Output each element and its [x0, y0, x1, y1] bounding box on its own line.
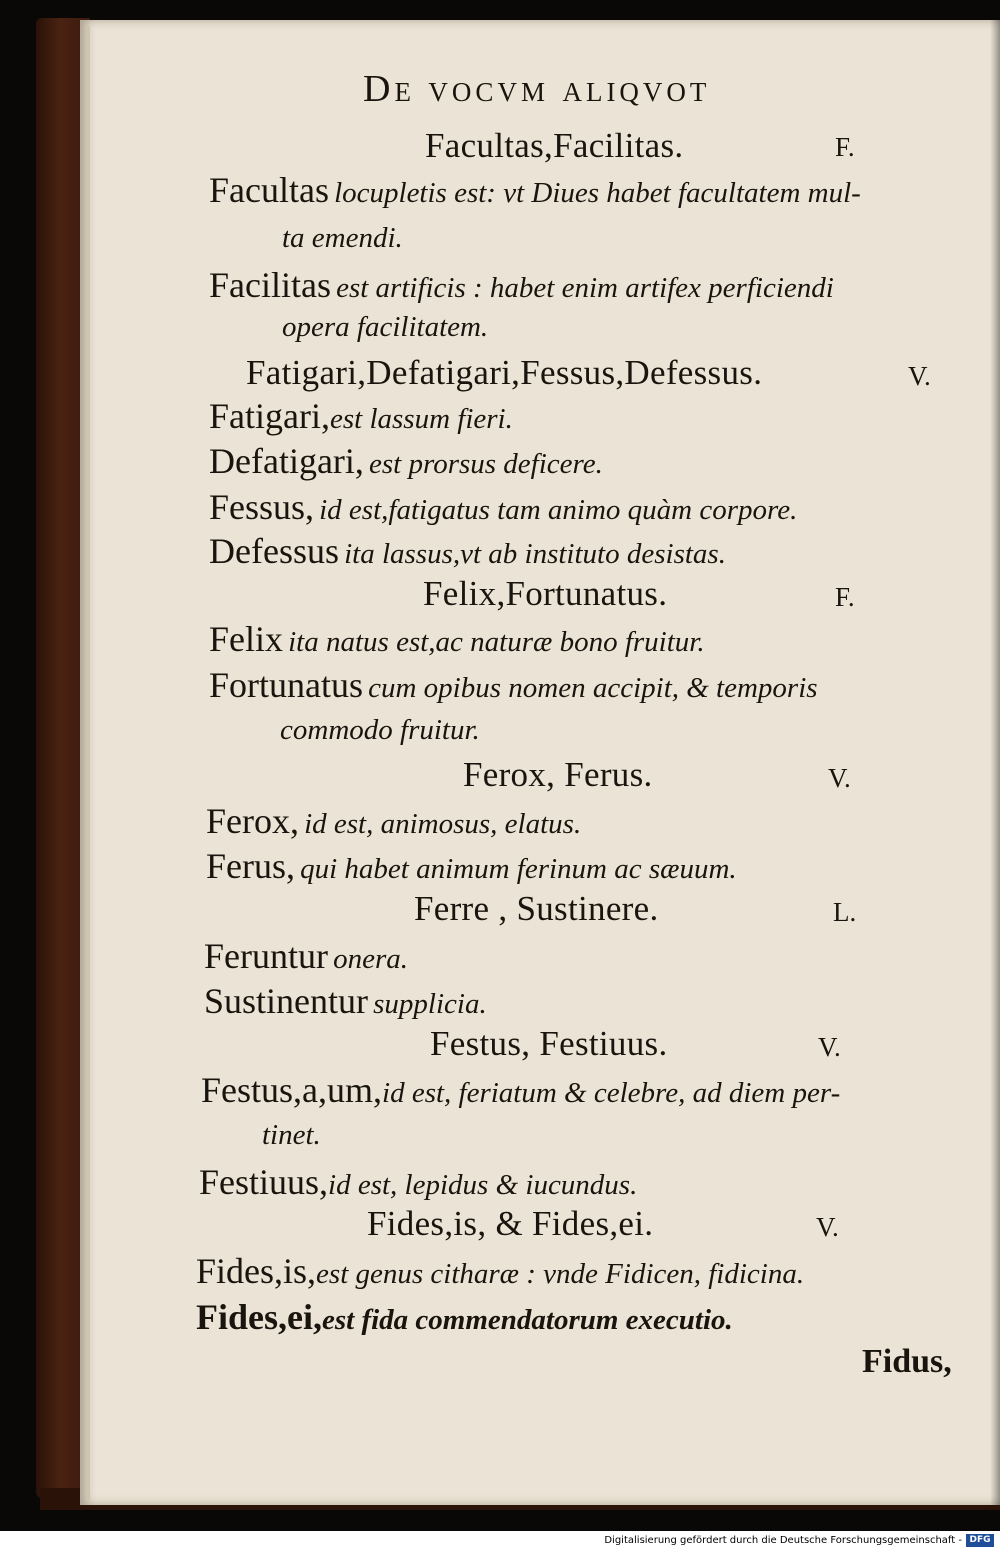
entry-heading: Felix,Fortunatus. [423, 574, 668, 613]
entry-heading: Facultas,Facilitas. [425, 126, 684, 165]
entry-letter: L. [833, 897, 857, 927]
entry-line [209, 533, 726, 569]
entry-text: id est, animosus, elatus. [304, 808, 582, 840]
entry-text: onera. [333, 943, 408, 975]
entry-text: ta emendi. [282, 222, 403, 254]
entry-word: Ferox, [206, 801, 299, 841]
dfg-logo-icon: DFG [966, 1534, 994, 1547]
entry-word: Festiuus, [199, 1162, 329, 1202]
entry-line [209, 667, 818, 703]
entry-heading: Festus, Festiuus. [430, 1024, 668, 1063]
entry-text: id est, feriatum & celebre, ad diem per- [382, 1077, 841, 1109]
entry-line [206, 803, 581, 839]
page-edge [86, 26, 90, 1501]
entry-letter: F. [835, 132, 855, 162]
entry-heading: Ferre , Sustinere. [414, 889, 659, 928]
entry-line [201, 1072, 840, 1108]
entry-heading: Fatigari,Defatigari,Fessus,Defessus. [246, 353, 763, 392]
entry-line [280, 716, 480, 745]
entry-text: id est,fatigatus tam animo quàm corpore. [319, 494, 798, 526]
entry-word: Defatigari, [209, 441, 364, 481]
entry-word: Fides,ei, [196, 1297, 322, 1337]
entry-word: Ferus, [206, 846, 295, 886]
entry-letter: V. [818, 1032, 841, 1062]
entry-line [199, 1164, 637, 1200]
entry-line [282, 313, 488, 342]
entry-line [209, 398, 513, 434]
entry-heading: Ferox, Ferus. [463, 755, 653, 794]
entry-line [282, 224, 403, 253]
entry-word: Fortunatus [209, 665, 364, 705]
entry-word: Facultas [209, 170, 329, 210]
entry-text: qui habet animum ferinum ac sæuum. [300, 853, 737, 885]
entry-word: Fides,is, [196, 1251, 317, 1291]
entry-text: ita lassus,vt ab instituto desistas. [344, 538, 726, 570]
entry-line [204, 983, 487, 1019]
entry-line [209, 489, 797, 525]
entry-text: est prorsus deficere. [369, 448, 603, 480]
footer-credit: Digitalisierung gefördert durch die Deutsche Forschungsgemeinschaft - [604, 1535, 962, 1546]
catchword: Fidus, [862, 1343, 952, 1380]
entry-text: est artificis : habet enim artifex perficiendi [336, 272, 834, 304]
entry-word: Feruntur [204, 936, 328, 976]
entry-heading: Fides,is, & Fides,ei. [367, 1204, 654, 1243]
entry-word: Defessus [209, 531, 339, 571]
running-head: De vocvm aliqvot [363, 68, 711, 110]
entry-letter: V. [816, 1212, 839, 1242]
entry-line [209, 267, 834, 303]
entry-text: commodo fruitur. [280, 714, 480, 746]
entry-text: est fida commendatorum executio. [321, 1304, 733, 1336]
page-gutter-shadow [990, 20, 1000, 1505]
entry-word: Sustinentur [204, 981, 369, 1021]
entry-text: opera facilitatem. [282, 311, 489, 343]
entry-text: est genus citharæ : vnde Fidicen, fidicina. [316, 1258, 805, 1290]
entry-word: Facilitas [209, 265, 331, 305]
entry-word: Fatigari, [209, 396, 330, 436]
entry-letter: V. [828, 763, 851, 793]
entry-line [262, 1121, 321, 1150]
entry-word: Felix [209, 619, 284, 659]
entry-line [209, 172, 861, 208]
entry-line [209, 621, 705, 657]
entry-line [196, 1299, 733, 1335]
entry-line [209, 443, 603, 479]
entry-text: locupletis est: vt Diues habet facultatem mul- [334, 177, 861, 209]
entry-word: Fessus, [209, 487, 315, 527]
entry-text: tinet. [262, 1119, 321, 1151]
entry-letter: V. [908, 361, 931, 391]
entry-word: Festus,a,um, [201, 1070, 383, 1110]
entry-letter: F. [835, 582, 855, 612]
entry-line [196, 1253, 804, 1289]
entry-text: supplicia. [373, 988, 487, 1020]
entry-line [206, 848, 737, 884]
entry-text: id est, lepidus & iucundus. [328, 1169, 638, 1201]
entry-text: est lassum fieri. [329, 403, 513, 435]
entry-text: ita natus est,ac naturæ bono fruitur. [288, 626, 705, 658]
entry-text: cum opibus nomen accipit, & temporis [368, 672, 818, 704]
entry-line [204, 938, 408, 974]
